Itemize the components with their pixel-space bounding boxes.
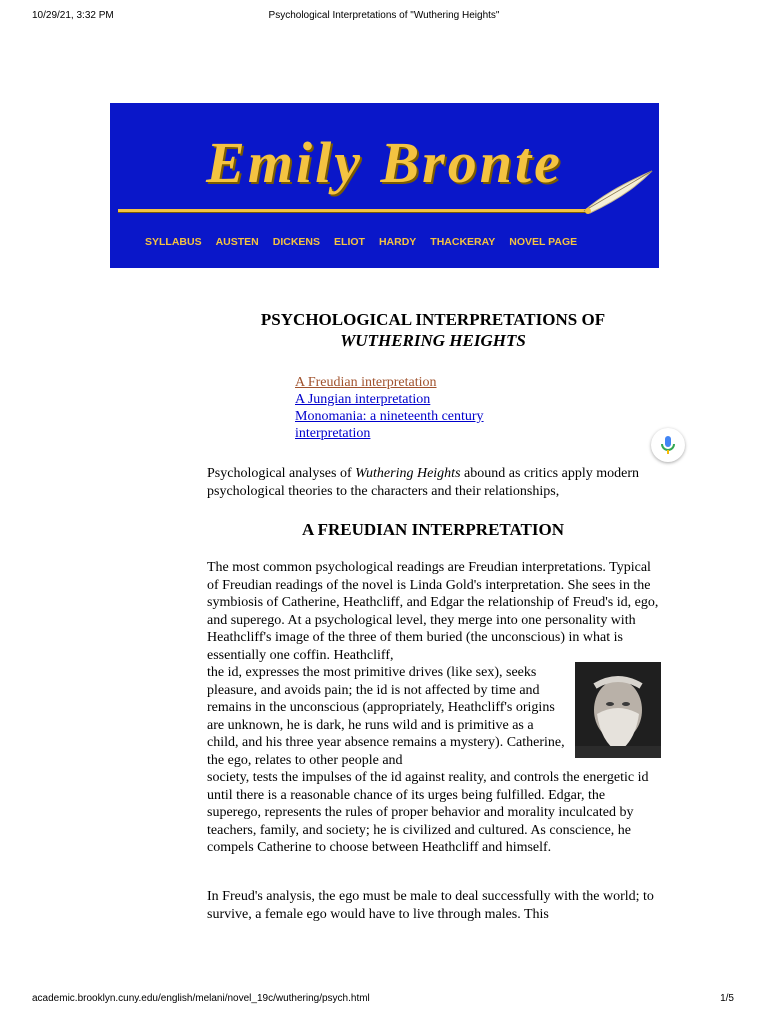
intro-text-italic: Wuthering Heights bbox=[355, 466, 461, 481]
banner-title: Emily Bronte bbox=[206, 130, 563, 195]
nav-dickens[interactable]: DICKENS bbox=[272, 236, 321, 248]
intro-text-pre: Psychological analyses of bbox=[207, 466, 356, 481]
paragraph-2: In Freud's analysis, the ego must be male to deal successfully with the world; to survive, a female ego would have to live through males. This bbox=[207, 889, 654, 922]
toc-link-monomania[interactable]: Monomania: a nineteenth century interpretation bbox=[295, 409, 484, 441]
banner-nav bbox=[145, 236, 577, 248]
nav-austen[interactable]: AUSTEN bbox=[215, 236, 259, 248]
microphone-icon bbox=[651, 428, 685, 462]
section-heading-freudian: A FREUDIAN INTERPRETATION bbox=[302, 520, 564, 539]
nav-eliot[interactable]: ELIOT bbox=[334, 236, 365, 248]
nav-syllabus[interactable]: SYLLABUS bbox=[145, 236, 202, 248]
print-datetime: 10/29/21, 3:32 PM bbox=[32, 10, 114, 21]
page-title-line1: PSYCHOLOGICAL INTERPRETATIONS OF bbox=[260, 310, 606, 329]
paragraph-1-bottom: society, tests the impulses of the id against reality, and controls the energetic id until there is a reasonable chance of its urges being fulfilled. Edgar, the superego, represents the rules of proper behavior and morality inculcated by teachers, family, and society; he is civilized and cultured. As conscience, he compels Catherine to choose between Heathcliff and himself. bbox=[207, 770, 649, 855]
print-page-number: 1/5 bbox=[720, 993, 734, 1004]
page-title-line2: WUTHERING HEIGHTS bbox=[340, 331, 526, 350]
toc-link-jungian[interactable]: A Jungian interpretation bbox=[295, 392, 431, 407]
quill-icon bbox=[580, 167, 658, 217]
nav-hardy[interactable]: HARDY bbox=[378, 236, 417, 248]
nav-thackeray[interactable]: THACKERAY bbox=[430, 236, 496, 248]
toc-link-freudian[interactable]: A Freudian interpretation bbox=[295, 375, 437, 390]
page-title bbox=[200, 309, 666, 351]
emily-bronte-banner bbox=[110, 103, 659, 268]
print-url: academic.brooklyn.cuny.edu/english/melani/novel_19c/wuthering/psych.html bbox=[32, 993, 370, 1004]
banner-rule bbox=[118, 209, 588, 213]
freud-portrait-image bbox=[575, 662, 661, 758]
print-footer bbox=[0, 993, 768, 1009]
freud-portrait bbox=[575, 662, 661, 758]
voice-search-button[interactable] bbox=[651, 428, 685, 462]
intro-text-post: abound as critics apply modern psychological theories to the characters and their relationships, bbox=[207, 466, 639, 499]
paragraph-1-top: The most common psychological readings are Freudian interpretations. Typical of Freudian readings of the novel is Linda Gold's interpretation. She sees in the symbiosis of Catherine, Heathcliff, and Edgar the relationship of Freud's id, ego, and superego. At a psychological level, they merge into one personality with Heathcliff's image of the three of them buried (the unconscious) in what is essentially one coffin. Heathcliff, bbox=[207, 560, 659, 663]
print-doc-title: Psychological Interpretations of "Wuthering Heights" bbox=[268, 10, 500, 21]
paragraph-1-wrapped: the id, expresses the most primitive drives (like sex), seeks pleasure, and avoids pain; the id is not affected by time and remains in the unconscious (appropriately, Heathcliff's origins are unknown, he is dark, he runs wild and is primitive as a child, and his three year absence remains a mystery). Catherine, the ego, relates to other people and bbox=[207, 665, 565, 768]
intro-paragraph bbox=[207, 465, 662, 500]
table-of-contents bbox=[295, 374, 545, 442]
print-header bbox=[0, 10, 768, 30]
nav-novel-page[interactable]: NOVEL PAGE bbox=[509, 236, 578, 248]
